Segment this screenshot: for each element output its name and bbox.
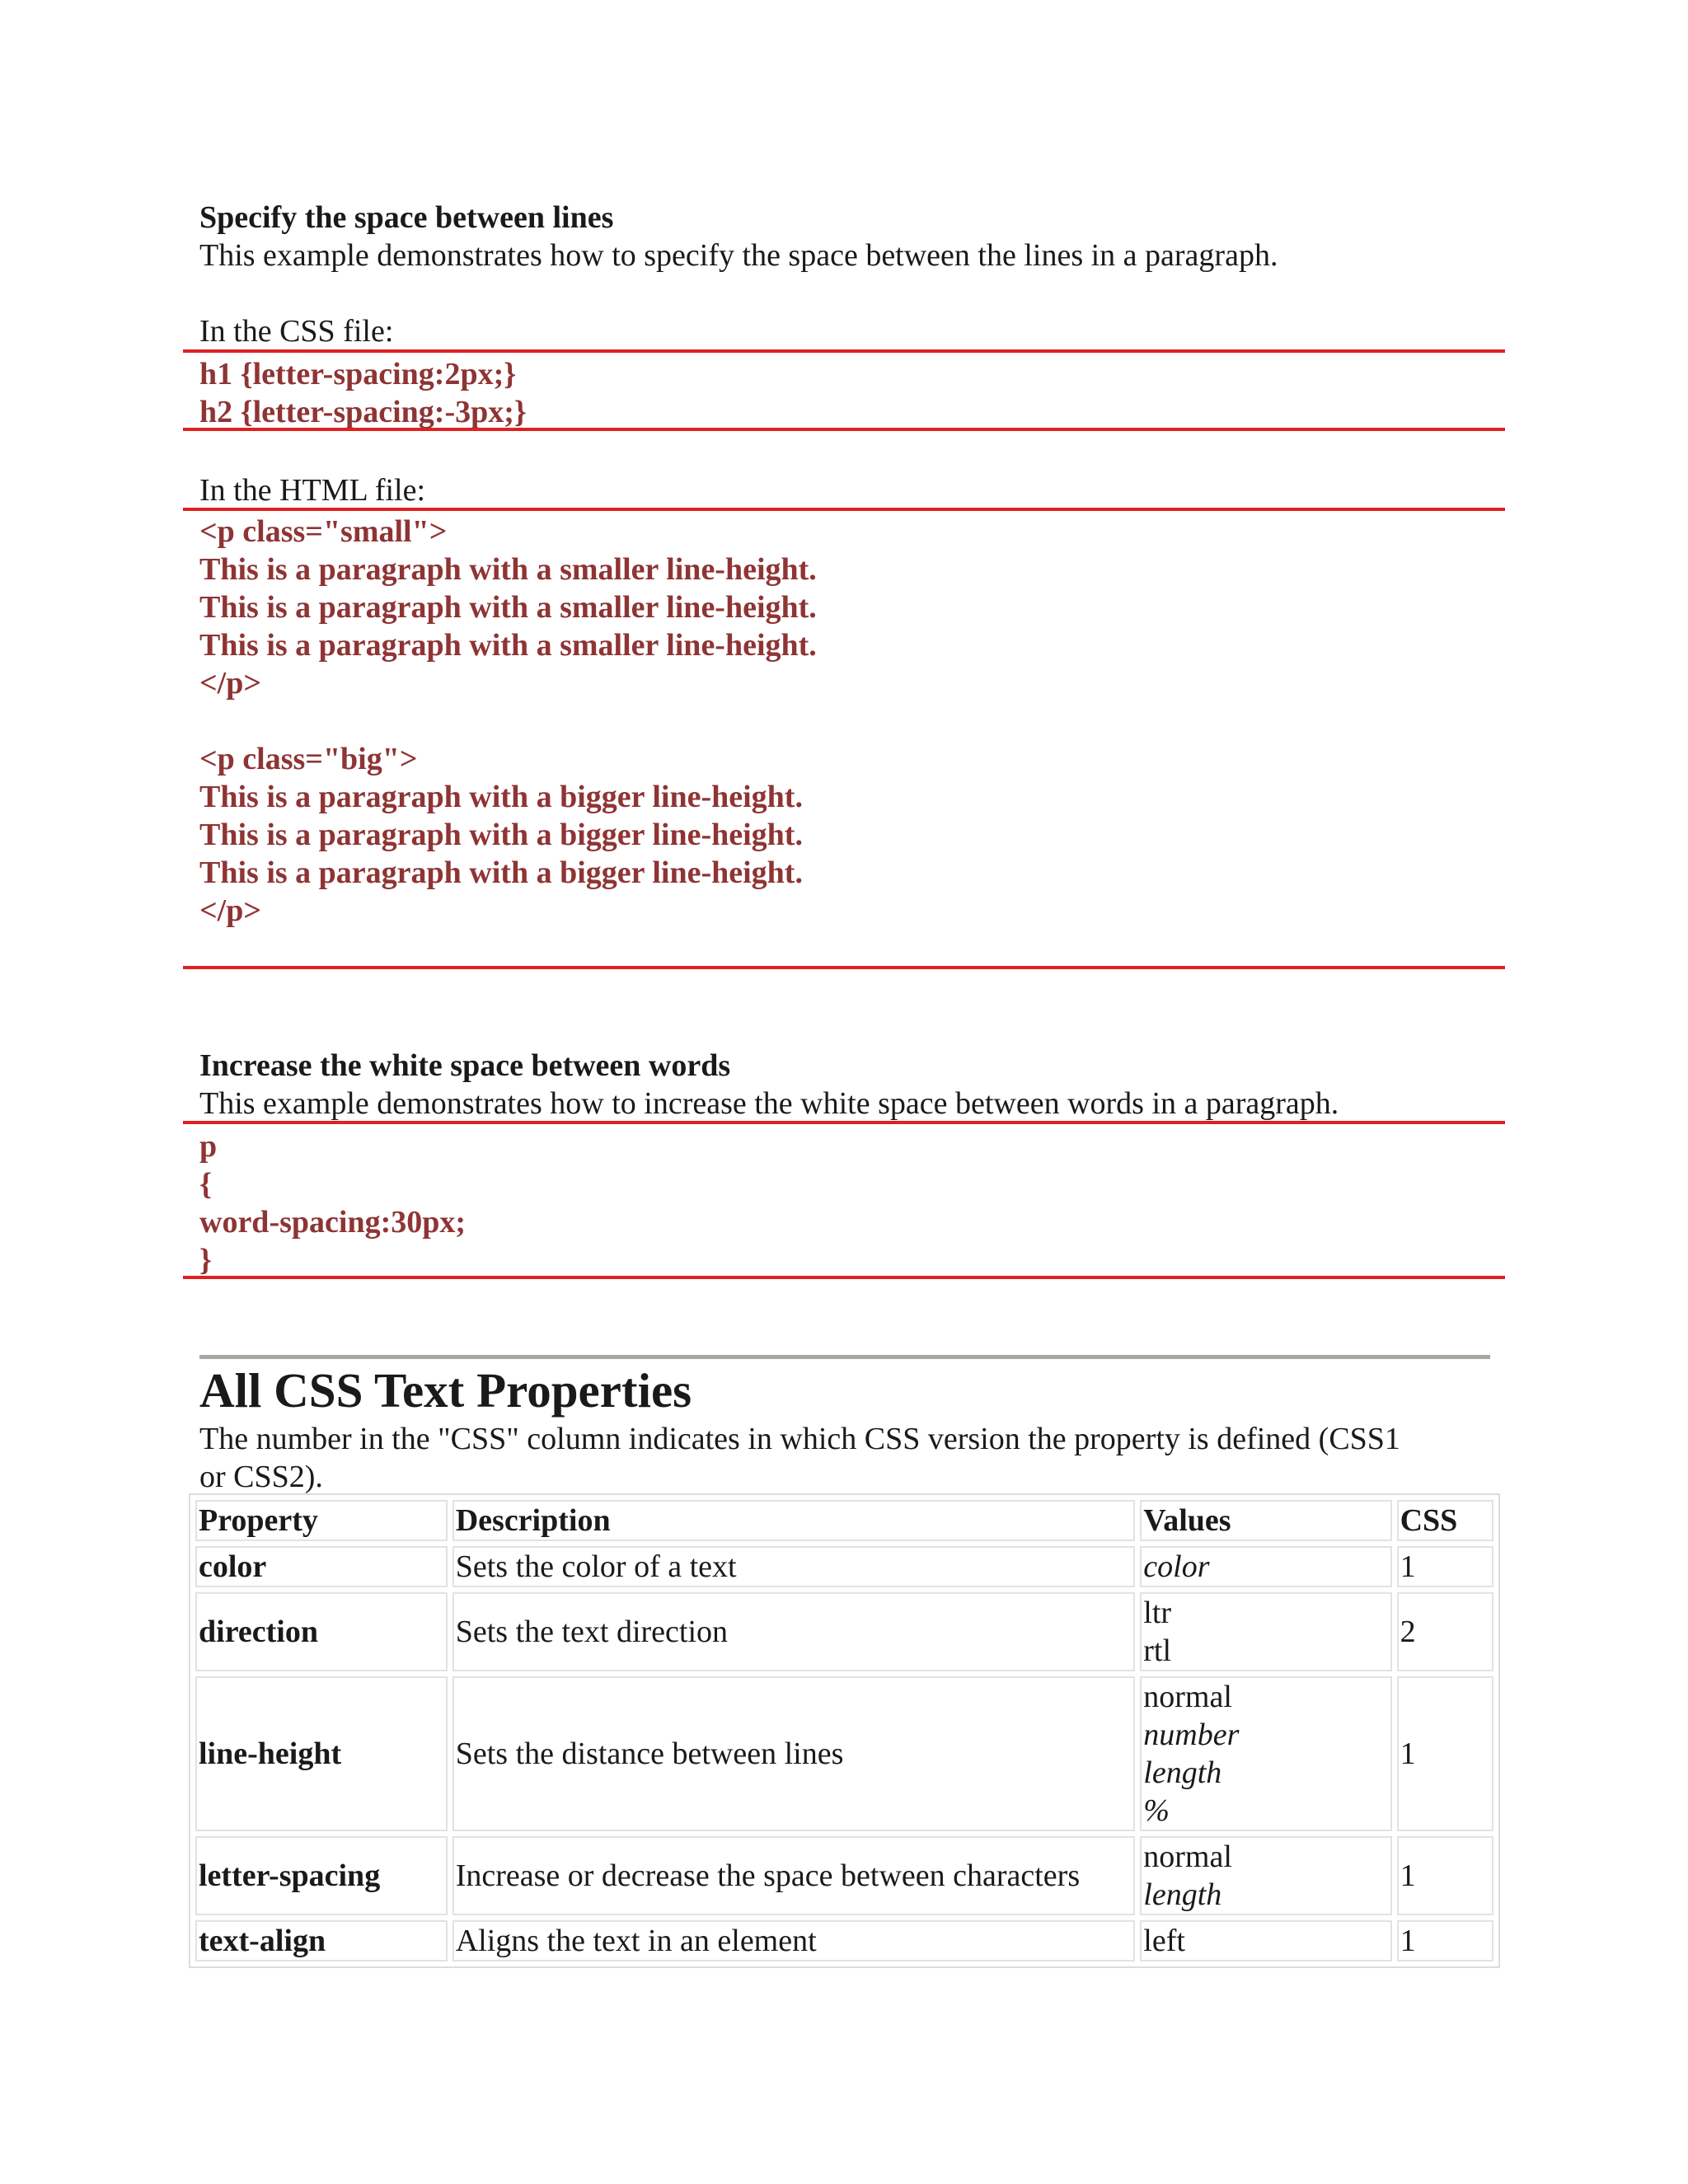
header-css: CSS xyxy=(1397,1500,1493,1541)
code-block-top-rule xyxy=(183,1121,1505,1124)
value-item: color xyxy=(1143,1549,1210,1584)
cell-description: Aligns the text in an element xyxy=(452,1920,1136,1961)
html-file-label: In the HTML file: xyxy=(199,473,426,508)
cell-description: Increase or decrease the space between characters xyxy=(452,1836,1136,1915)
code-line: </p> xyxy=(199,893,261,928)
cell-values xyxy=(1140,1676,1391,1831)
cell-property: text-align xyxy=(195,1920,448,1961)
table-row xyxy=(195,1592,1493,1671)
value-item: ltr xyxy=(1143,1596,1172,1630)
code-line: This is a paragraph with a smaller line-height. xyxy=(199,628,817,663)
header-description: Description xyxy=(452,1500,1136,1541)
value-item: length xyxy=(1143,1755,1222,1790)
value-item: normal xyxy=(1143,1840,1232,1874)
value-item: % xyxy=(1143,1793,1170,1828)
header-values: Values xyxy=(1140,1500,1391,1541)
cell-css: 1 xyxy=(1397,1546,1493,1587)
value-item: left xyxy=(1143,1924,1185,1958)
code-block-top-rule xyxy=(183,508,1505,511)
code-line: This is a paragraph with a smaller line-height. xyxy=(199,590,817,625)
page-title: All CSS Text Properties xyxy=(199,1363,692,1418)
cell-values xyxy=(1140,1592,1391,1671)
cell-css: 1 xyxy=(1397,1920,1493,1961)
code-line: <p class="small"> xyxy=(199,514,448,549)
table-row xyxy=(195,1920,1493,1961)
code-line: } xyxy=(199,1243,212,1277)
table-row xyxy=(195,1676,1493,1831)
code-block-bottom-rule xyxy=(183,966,1505,969)
section-description-line-spacing: This example demonstrates how to specify the space between the lines in a paragraph. xyxy=(199,238,1278,273)
cell-description: Sets the distance between lines xyxy=(452,1676,1136,1831)
section-title-word-spacing: Increase the white space between words xyxy=(199,1048,731,1083)
code-line: This is a paragraph with a bigger line-height. xyxy=(199,780,803,814)
code-block-top-rule xyxy=(183,349,1505,353)
value-item: rtl xyxy=(1143,1633,1172,1668)
table-description-line: The number in the "CSS" column indicates in which CSS version the property is defined (CSS1 xyxy=(199,1422,1400,1456)
section-description-word-spacing: This example demonstrates how to increase the white space between words in a paragraph. xyxy=(199,1086,1339,1121)
code-line: This is a paragraph with a smaller line-height. xyxy=(199,552,817,587)
header-property: Property xyxy=(195,1500,448,1541)
cell-values xyxy=(1140,1920,1391,1961)
css-text-properties-table xyxy=(189,1493,1500,1968)
cell-property: letter-spacing xyxy=(195,1836,448,1915)
css-file-label: In the CSS file: xyxy=(199,314,394,349)
table-header-row xyxy=(195,1500,1493,1541)
code-block-bottom-rule xyxy=(183,1276,1505,1279)
code-line: { xyxy=(199,1167,212,1202)
cell-css: 2 xyxy=(1397,1592,1493,1671)
cell-property: line-height xyxy=(195,1676,448,1831)
table-description-line: or CSS2). xyxy=(199,1460,323,1494)
code-line: h1 {letter-spacing:2px;} xyxy=(199,357,517,391)
code-line: p xyxy=(199,1129,218,1164)
section-divider xyxy=(199,1355,1490,1359)
cell-css: 1 xyxy=(1397,1676,1493,1831)
value-item: length xyxy=(1143,1877,1222,1912)
code-line: This is a paragraph with a bigger line-height. xyxy=(199,818,803,852)
code-line: <p class="big"> xyxy=(199,742,418,776)
code-line: word-spacing:30px; xyxy=(199,1205,467,1240)
table-row xyxy=(195,1546,1493,1587)
cell-values xyxy=(1140,1546,1391,1587)
code-block-bottom-rule xyxy=(183,428,1505,431)
cell-property: color xyxy=(195,1546,448,1587)
value-item: normal xyxy=(1143,1680,1232,1714)
table-row xyxy=(195,1836,1493,1915)
cell-values xyxy=(1140,1836,1391,1915)
cell-css: 1 xyxy=(1397,1836,1493,1915)
code-line: </p> xyxy=(199,666,261,701)
code-line: h2 {letter-spacing:-3px;} xyxy=(199,395,527,429)
code-line: This is a paragraph with a bigger line-height. xyxy=(199,855,803,890)
section-title-line-spacing: Specify the space between lines xyxy=(199,200,614,235)
value-item: number xyxy=(1143,1718,1240,1752)
cell-description: Sets the color of a text xyxy=(452,1546,1136,1587)
cell-description: Sets the text direction xyxy=(452,1592,1136,1671)
cell-property: direction xyxy=(195,1592,448,1671)
